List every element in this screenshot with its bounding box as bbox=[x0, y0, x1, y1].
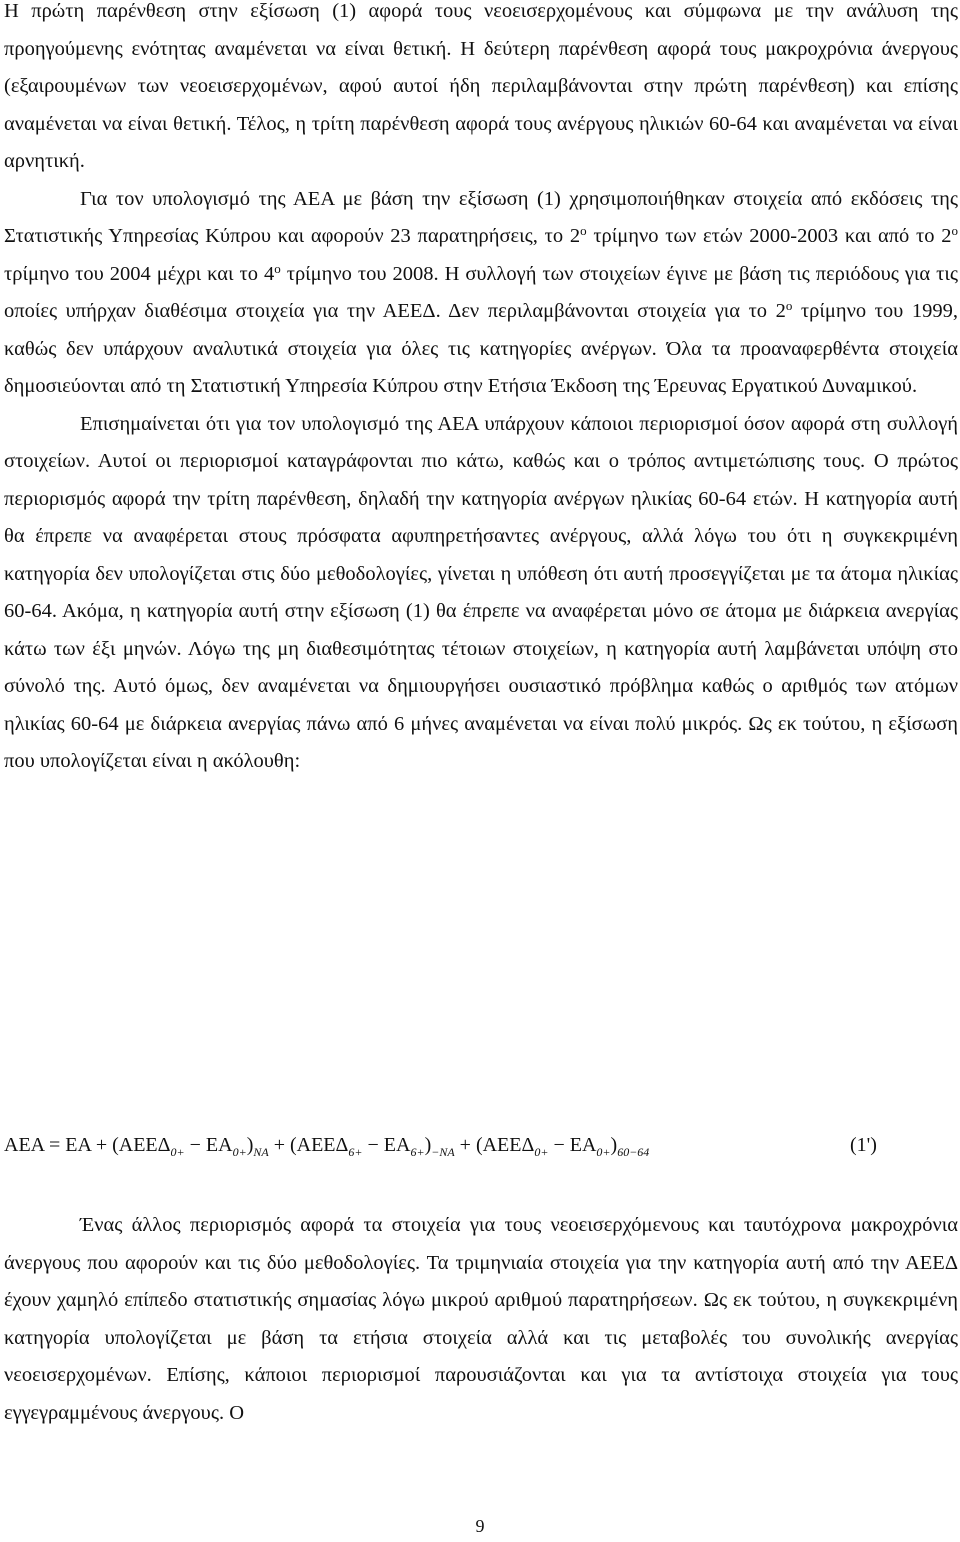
equation-subscript: 0+ bbox=[170, 1145, 185, 1159]
ordinal-superscript: ο bbox=[951, 223, 958, 238]
page-number: 9 bbox=[475, 1516, 485, 1536]
equation-body bbox=[4, 1134, 649, 1157]
document-page bbox=[4, 0, 958, 781]
ordinal-superscript: ο bbox=[274, 260, 281, 276]
equation-term: − ΕΑ bbox=[362, 1134, 411, 1156]
paragraph-2-part: τρίμηνο του 1999, καθώς δεν υπάρχουν αναλυτικά στοιχεία για όλες τις κατηγορίες ανέργων. Όλα τα προαναφερθέντα στοιχεία δημοσιεύονται από τη Στατιστική Υπηρεσία Κύπρου στην Ετήσια Έκδοση της Έρευνας Εργατικού Δυναμικού. bbox=[4, 300, 958, 397]
equation-subscript: 0+ bbox=[596, 1145, 611, 1159]
paragraph-2-part: τρίμηνο του 2004 μέχρι και το 4 bbox=[4, 262, 275, 285]
equation-subscript: 0+ bbox=[232, 1145, 247, 1159]
equation-subscript: −NA bbox=[431, 1145, 455, 1159]
equation-term: ) bbox=[424, 1134, 432, 1156]
paragraph-1: Η πρώτη παρένθεση στην εξίσωση (1) αφορά τους νεοεισερχομένους και σύμφωνα με την ανάλυση της προηγούμενης ενότητας αναμένεται να είναι θετική. Η δεύτερη παρένθεση αφορά τους μακροχρόνια άνεργους (εξαιρουμένων των νεοεισερχομένων, αφού αυτοί ήδη περιλαμβάνονται στην πρώτη παρένθεση) και επίσης αναμένεται να είναι θετική. Τέλος, η τρίτη παρένθεση αφορά τους ανέργους ηλικιών 60-64 και αναμένεται να είναι αρνητική. bbox=[4, 0, 958, 172]
equation-number: (1') bbox=[850, 1134, 877, 1156]
equation-term: ΑΕΑ = ΕΑ + (ΑΕΕΔ bbox=[4, 1134, 171, 1156]
equation-subscript: 0+ bbox=[534, 1145, 549, 1159]
equation-term: ) bbox=[246, 1134, 254, 1156]
equation-term: − ΕΑ bbox=[548, 1134, 597, 1156]
equation-1-prime bbox=[4, 1124, 958, 1164]
equation-term: − ΕΑ bbox=[184, 1134, 233, 1156]
paragraph-2 bbox=[4, 181, 958, 406]
ordinal-superscript: ο bbox=[785, 298, 793, 313]
document-page-lower bbox=[4, 1207, 958, 1432]
equation-subscript: NA bbox=[253, 1145, 269, 1159]
equation-subscript: 6+ bbox=[410, 1145, 425, 1159]
paragraph-2-part: τρίμηνο των ετών 2000-2003 και από το 2 bbox=[586, 225, 952, 247]
equation-subscript: 6+ bbox=[348, 1145, 363, 1159]
equation-term: + (ΑΕΕΔ bbox=[268, 1134, 349, 1156]
paragraph-3: Επισημαίνεται ότι για τον υπολογισμό της ΑΕΑ υπάρχουν κάποιοι περιορισμοί όσον αφορά στη συλλογή στοιχείων. Αυτοί οι περιορισμοί καταγράφονται πιο κάτω, καθώς και ο τρόπος αντιμετώπισης τους. Ο πρώτος περιορισμός αφορά την τρίτη παρένθεση, δηλαδή την κατηγορία ανέργων ηλικίας 60-64 ετών. Η κατηγορία αυτή θα έπρεπε να αναφέρεται στους πρόσφατα αφυπηρετήσαντες ανέργους, αλλά λόγω του ότι η συγκεκριμένη κατηγορία δεν υπολογίζεται στις δύο μεθοδολογίες, γίνεται η υπόθεση ότι αυτή προσεγγίζεται με τα άτομα ηλικίας 60-64. Ακόμα, η κατηγορία αυτή στην εξίσωση (1) θα έπρεπε να αναφέρεται μόνο σε άτομα με διάρκεια ανεργίας κάτω των έξι μηνών. Λόγω της μη διαθεσιμότητας τέτοιων στοιχείων, η κατηγορία αυτή λαμβάνεται υπόψη στο σύνολό της. Αυτό όμως, δεν αναμένεται να δημιουργήσει ουσιαστικό πρόβλημα καθώς ο αριθμός των ατόμων ηλικίας 60-64 με διάρκεια ανεργίας πάνω από 6 μήνες αναμένεται να είναι πολύ μικρός. Ως εκ τούτου, η εξίσωση που υπολογίζεται είναι η ακόλουθη: bbox=[4, 412, 958, 772]
paragraph-4: Ένας άλλος περιορισμός αφορά τα στοιχεία για τους νεοεισερχόμενους και ταυτόχρονα μακροχρόνια άνεργους που αφορούν και τις δύο μεθοδολογίες. Τα τριμηνιαία στοιχεία για την κατηγορία αυτή από την ΑΕΕΔ έχουν χαμηλό επίπεδο στατιστικής σημασίας λόγω μικρού αριθμού παρατηρήσεων. Ως εκ τούτου, η συγκεκριμένη κατηγορία υπολογίζεται με βάση τα ετήσια στοιχεία αλλά και τις μεταβολές του συνολικής ανεργίας νεοεισερχομένων. Επίσης, κάποιοι περιορισμοί παρουσιάζονται και για τα αντίστοιχα στοιχεία για τους εγγεγραμμένους άνεργους. Ο bbox=[4, 1214, 958, 1424]
equation-term: + (ΑΕΕΔ bbox=[454, 1134, 535, 1156]
paragraph-2-part: τρίμηνο του 2008. Η συλλογή των στοιχείων έγινε με βάση τις περιόδους για τις οποίες υπήρχαν διαθέσιμα στοιχεία για την ΑΕΕΔ. Δεν περιλαμβάνονται στοιχεία για το 2 bbox=[4, 262, 958, 322]
equation-subscript: 60−64 bbox=[617, 1145, 650, 1159]
paragraph-2-part: Για τον υπολογισμό της ΑΕΑ με βάση την εξίσωση (1) χρησιμοποιήθηκαν στοιχεία από εκδόσεις της Στατιστικής Υπηρεσίας Κύπρου και αφορούν 23 παρατηρήσεις, το 2 bbox=[4, 187, 958, 247]
equation-term: ) bbox=[610, 1134, 618, 1156]
ordinal-superscript: ο bbox=[580, 223, 587, 238]
